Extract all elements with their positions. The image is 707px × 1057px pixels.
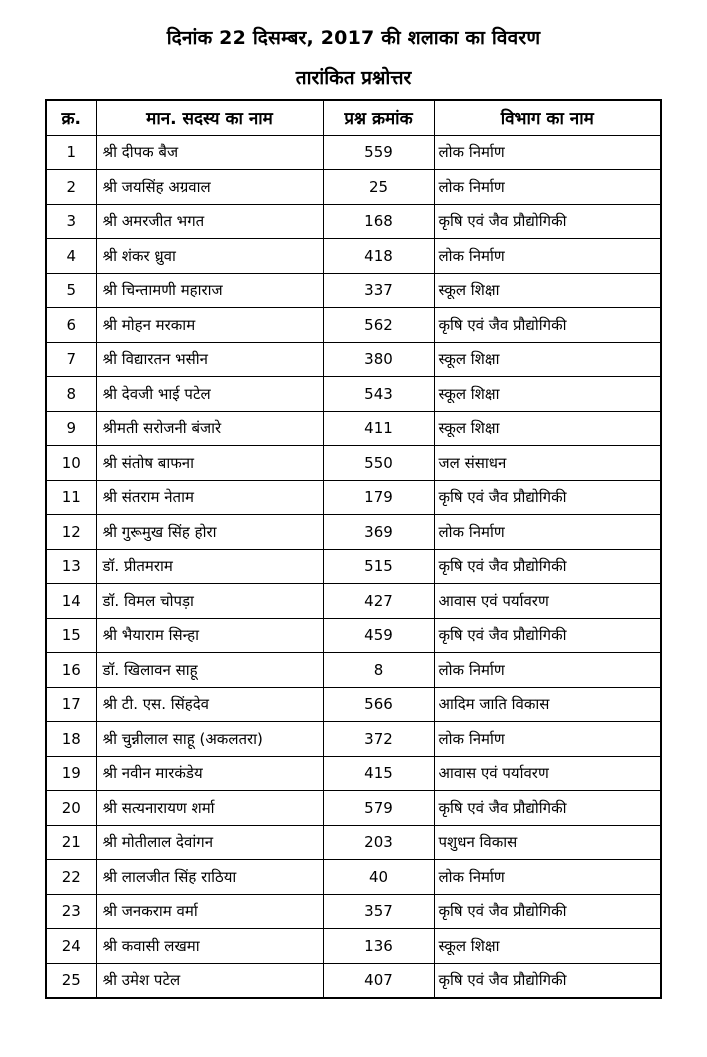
document-title: दिनांक 22 दिसम्बर, 2017 की शलाका का विवरण [166,27,541,49]
member-name-cell: डॉ. प्रीतमराम [96,549,323,584]
serial-cell: 13 [46,549,96,584]
department-cell: स्कूल शिक्षा [434,377,661,412]
question-number-cell: 579 [323,791,434,826]
table-row [46,894,661,929]
serial-cell: 7 [46,342,96,377]
serial-cell: 4 [46,239,96,274]
serial-cell: 9 [46,411,96,446]
department-cell: लोक निर्माण [434,515,661,550]
serial-cell: 8 [46,377,96,412]
serial-cell: 5 [46,273,96,308]
question-number-cell: 369 [323,515,434,550]
column-header-question-number: प्रश्न क्रमांक [323,100,434,135]
question-number-cell: 566 [323,687,434,722]
table-row [46,411,661,446]
member-name-cell: श्री जयसिंह अग्रवाल [96,170,323,205]
question-number-cell: 8 [323,653,434,688]
member-name-cell: श्री नवीन मारकंडेय [96,756,323,791]
table-row [46,204,661,239]
department-cell: लोक निर्माण [434,135,661,170]
table-row [46,308,661,343]
table-row [46,239,661,274]
table-row [46,549,661,584]
serial-cell: 10 [46,446,96,481]
question-number-cell: 372 [323,722,434,757]
table-row [46,618,661,653]
member-name-cell: श्री अमरजीत भगत [96,204,323,239]
department-cell: कृषि एवं जैव प्रौद्योगिकी [434,480,661,515]
department-cell: स्कूल शिक्षा [434,342,661,377]
table-row [46,791,661,826]
member-name-cell: श्री जनकराम वर्मा [96,894,323,929]
member-name-cell: श्री मोतीलाल देवांगन [96,825,323,860]
serial-cell: 24 [46,929,96,964]
department-cell: कृषि एवं जैव प्रौद्योगिकी [434,308,661,343]
serial-cell: 15 [46,618,96,653]
department-cell: लोक निर्माण [434,722,661,757]
serial-cell: 22 [46,860,96,895]
member-name-cell: श्री संतराम नेताम [96,480,323,515]
serial-cell: 2 [46,170,96,205]
member-name-cell: श्री चुन्नीलाल साहू (अकलतरा) [96,722,323,757]
question-number-cell: 136 [323,929,434,964]
table-row [46,963,661,998]
department-cell: कृषि एवं जैव प्रौद्योगिकी [434,549,661,584]
serial-cell: 23 [46,894,96,929]
question-number-cell: 427 [323,584,434,619]
department-cell: लोक निर्माण [434,653,661,688]
table-header-row [46,100,661,135]
table-row [46,722,661,757]
table-row [46,273,661,308]
serial-cell: 12 [46,515,96,550]
column-header-department: विभाग का नाम [434,100,661,135]
question-number-cell: 415 [323,756,434,791]
department-cell: स्कूल शिक्षा [434,929,661,964]
table-row [46,446,661,481]
department-cell: आवास एवं पर्यावरण [434,584,661,619]
member-name-cell: श्री भैयाराम सिन्हा [96,618,323,653]
member-name-cell: श्री दीपक बैज [96,135,323,170]
serial-cell: 16 [46,653,96,688]
serial-cell: 20 [46,791,96,826]
question-number-cell: 559 [323,135,434,170]
serial-cell: 17 [46,687,96,722]
member-name-cell: श्री चिन्तामणी महाराज [96,273,323,308]
table-row [46,377,661,412]
member-name-cell: श्री उमेश पटेल [96,963,323,998]
serial-cell: 1 [46,135,96,170]
member-name-cell: श्री मोहन मरकाम [96,308,323,343]
question-number-cell: 418 [323,239,434,274]
questions-table [45,99,662,999]
table-row [46,342,661,377]
table-row [46,860,661,895]
member-name-cell: श्री टी. एस. सिंहदेव [96,687,323,722]
serial-cell: 3 [46,204,96,239]
member-name-cell: श्री शंकर ध्रुवा [96,239,323,274]
department-cell: जल संसाधन [434,446,661,481]
question-number-cell: 543 [323,377,434,412]
question-number-cell: 357 [323,894,434,929]
department-cell: स्कूल शिक्षा [434,411,661,446]
question-number-cell: 380 [323,342,434,377]
serial-cell: 25 [46,963,96,998]
serial-cell: 19 [46,756,96,791]
member-name-cell: श्री विद्यारतन भसीन [96,342,323,377]
table-row [46,170,661,205]
member-name-cell: श्री देवजी भाई पटेल [96,377,323,412]
table-row [46,584,661,619]
question-number-cell: 203 [323,825,434,860]
department-cell: कृषि एवं जैव प्रौद्योगिकी [434,894,661,929]
member-name-cell: श्री संतोष बाफना [96,446,323,481]
department-cell: लोक निर्माण [434,170,661,205]
question-number-cell: 179 [323,480,434,515]
question-number-cell: 168 [323,204,434,239]
department-cell: कृषि एवं जैव प्रौद्योगिकी [434,618,661,653]
member-name-cell: श्री कवासी लखमा [96,929,323,964]
department-cell: आवास एवं पर्यावरण [434,756,661,791]
department-cell: स्कूल शिक्षा [434,273,661,308]
table-row [46,756,661,791]
department-cell: लोक निर्माण [434,860,661,895]
member-name-cell: श्रीमती सरोजनी बंजारे [96,411,323,446]
table-row [46,653,661,688]
department-cell: पशुधन विकास [434,825,661,860]
question-number-cell: 407 [323,963,434,998]
table-row [46,480,661,515]
department-cell: लोक निर्माण [434,239,661,274]
question-number-cell: 411 [323,411,434,446]
question-number-cell: 25 [323,170,434,205]
question-number-cell: 459 [323,618,434,653]
document-subtitle: तारांकित प्रश्नोत्तर [295,67,412,89]
member-name-cell: श्री गुरूमुख सिंह होरा [96,515,323,550]
department-cell: आदिम जाति विकास [434,687,661,722]
question-number-cell: 515 [323,549,434,584]
table-row [46,515,661,550]
member-name-cell: श्री लालजीत सिंह राठिया [96,860,323,895]
member-name-cell: श्री सत्यनारायण शर्मा [96,791,323,826]
column-header-member-name: मान. सदस्य का नाम [96,100,323,135]
table-row [46,687,661,722]
department-cell: कृषि एवं जैव प्रौद्योगिकी [434,791,661,826]
serial-cell: 6 [46,308,96,343]
serial-cell: 21 [46,825,96,860]
department-cell: कृषि एवं जैव प्रौद्योगिकी [434,963,661,998]
member-name-cell: डॉ. खिलावन साहू [96,653,323,688]
table-row [46,825,661,860]
table-row [46,135,661,170]
serial-cell: 18 [46,722,96,757]
question-number-cell: 562 [323,308,434,343]
serial-cell: 14 [46,584,96,619]
serial-cell: 11 [46,480,96,515]
question-number-cell: 40 [323,860,434,895]
department-cell: कृषि एवं जैव प्रौद्योगिकी [434,204,661,239]
table-row [46,929,661,964]
question-number-cell: 337 [323,273,434,308]
question-number-cell: 550 [323,446,434,481]
column-header-serial: क्र. [46,100,96,135]
member-name-cell: डॉ. विमल चोपड़ा [96,584,323,619]
